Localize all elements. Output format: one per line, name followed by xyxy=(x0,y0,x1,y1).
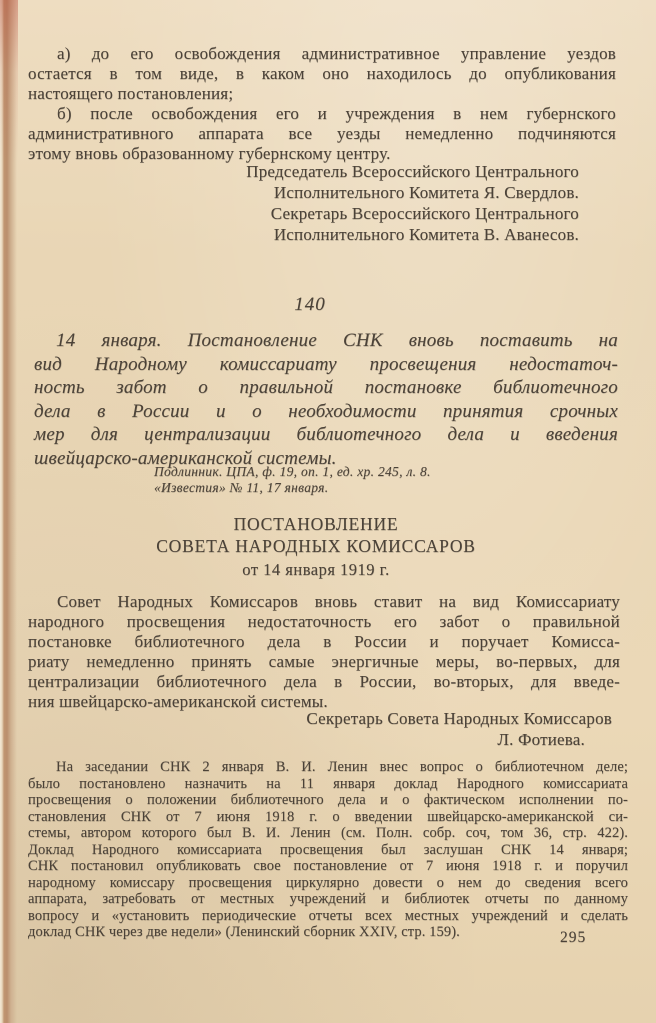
text-line: ПОСТАНОВЛЕНИЕ xyxy=(233,514,399,534)
document-source-note xyxy=(154,464,431,496)
page-number: 295 xyxy=(560,929,587,946)
paragraph-clause-a xyxy=(28,44,616,104)
text-line: настоящего постановления; xyxy=(28,84,234,103)
text-line: б) после освобождения его и учреждения в нем губернского xyxy=(57,104,616,123)
text-line: Исполнительного Комитета В. Аванесов. xyxy=(273,224,579,244)
text-line: народному комиссару просвещения циркулярно довести о нем до сведения всего xyxy=(28,874,628,891)
signature-chairman-vtsik xyxy=(246,162,579,203)
text-line: СНК постановил опубликовать свое постановление от 7 июня 1918 г. и поручил xyxy=(28,858,628,874)
text-line: централизации библиотечного дела в России, во-вторых, для введе- xyxy=(28,672,620,691)
decree-heading xyxy=(20,513,612,557)
text-line: Л. Фотиева. xyxy=(497,729,585,749)
text-line: административного аппарата все уезды немедленно подчиняются xyxy=(28,124,616,143)
text-line: аппарата, затребовать от местных учреждений и библиотек отчеты по данному xyxy=(28,891,628,907)
page-left-edge xyxy=(0,0,18,1023)
text-line: швейцарско-американской системы. xyxy=(34,447,337,469)
text-line: Исполнительного Комитета Я. Свердлов. xyxy=(273,182,579,202)
text-line: Доклад Народного комиссариата просвещения был заслушан СНК 14 января; xyxy=(28,841,628,858)
document-number: 140 xyxy=(294,294,326,315)
document-summary xyxy=(34,329,618,470)
text-line: становления СНК от 7 июня 1918 г. о введении швейцарско-американской си- xyxy=(28,808,628,825)
text-line: народного просвещения недостаточность его забот о правильной xyxy=(28,612,620,631)
text-line: ность забот о правильной постановке библиотечного xyxy=(34,377,618,398)
text-line: Секретарь Всероссийского Центрального xyxy=(270,204,579,223)
text-line: стемы, автором которого был В. И. Ленин (см. Полн. собр. соч, том 36, стр. 422). xyxy=(28,825,628,841)
text-line: На заседании СНК 2 января В. И. Ленин внес вопрос о библиотечном деле; xyxy=(56,759,628,775)
text-line: Совет Народных Комиссаров вновь ставит на вид Комиссариату xyxy=(57,592,620,611)
paragraph-clause-b xyxy=(28,104,616,164)
text-line: было постановлено назначить на 11 января доклад Народного комиссариата xyxy=(28,775,628,792)
text-line: риату немедленно принять самые энергичные меры, во-первых, для xyxy=(28,652,620,671)
signature-secretary-vtsik xyxy=(271,204,579,245)
text-line: доклад СНК через две недели» (Ленинский сборник XXIV, стр. 159). xyxy=(28,924,460,940)
text-line: СОВЕТА НАРОДНЫХ КОМИССАРОВ xyxy=(156,536,476,556)
text-line: «Известия» № 11, 17 января. xyxy=(154,480,329,495)
text-line: остается в том виде, в каком оно находилось до опубликования xyxy=(28,64,616,83)
text-line: этому вновь образованному губернскому центру. xyxy=(28,144,391,163)
editorial-footnote xyxy=(28,759,628,941)
text-line: вид Народному комиссариату просвещения недостаточ- xyxy=(34,353,618,375)
text-line: дела в России и о необходимости принятия срочных xyxy=(34,400,618,422)
text-line: Подлинник. ЦПА, ф. 19, оп. 1, ед. хр. 245, л. 8. xyxy=(154,464,431,479)
text-line: просвещения о положении библиотечного дела и о фактическом исполнении по- xyxy=(28,792,628,808)
text-line: Председатель Всероссийского Центрального xyxy=(246,162,579,181)
text-line: мер для централизации библиотечного дела и введения xyxy=(34,424,618,445)
text-line: Секретарь Совета Народных Комиссаров xyxy=(306,709,612,728)
text-line: вопросу и «установить периодические отчеты всех местных учреждений и сделать xyxy=(28,907,628,924)
text-line: ния швейцарско-американской системы. xyxy=(28,692,328,711)
text-line: 14 января. Постановление СНК вновь поставить на xyxy=(56,330,618,351)
text-line: постановке библиотечного дела в России и поручает Комисса- xyxy=(28,632,620,651)
text-line: а) до его освобождения административное управление уездов xyxy=(57,44,616,63)
decree-date: от 14 января 1919 г. xyxy=(242,560,390,579)
signature-secretary-snk xyxy=(306,709,612,750)
decree-body xyxy=(28,592,620,712)
